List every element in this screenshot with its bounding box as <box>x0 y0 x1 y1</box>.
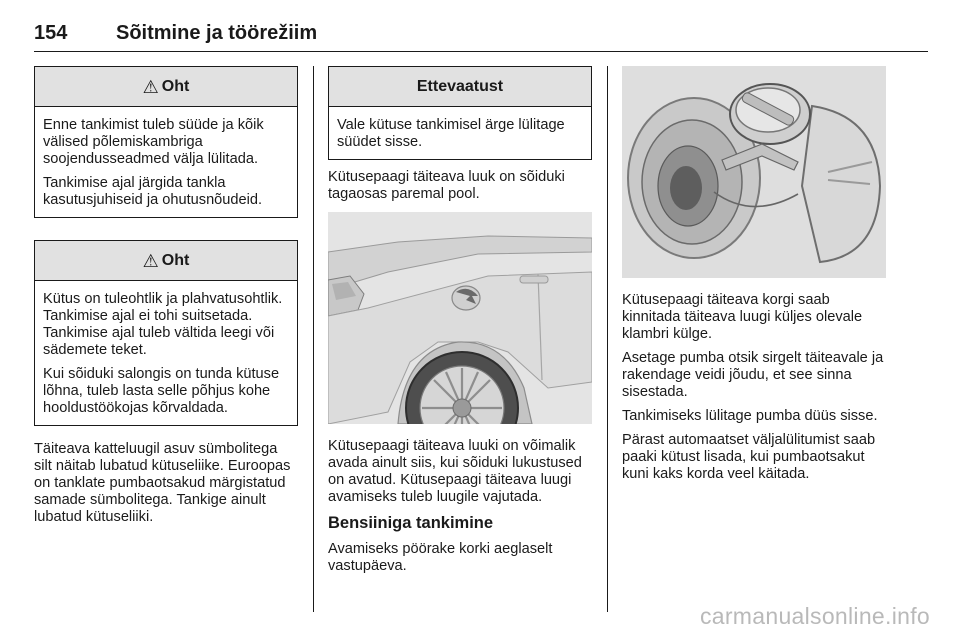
caution-box <box>328 66 592 160</box>
danger-box <box>34 66 298 218</box>
caution-box-text: Vale kütuse tankimisel ärge lülitage süüdet sisse. <box>337 117 565 150</box>
caution-box-body <box>329 107 591 159</box>
column-divider <box>313 66 314 612</box>
chapter-title: Sõitmine ja töörežiim <box>116 22 318 44</box>
body-paragraph: Pärast automaatset väljalülitumist saab paaki kütust lisada, kui pumbaotsakut kuni kaks korda veel käitada. <box>622 432 876 482</box>
body-paragraph: Kütusepaagi täiteava luuki on võimalik avada ainult siis, kui sõiduki lukustused on avatud. Kütusepaagi täiteava luugi avamiseks tuleb luugile vajutada. <box>328 438 582 505</box>
column-divider <box>607 66 608 612</box>
body-paragraph: Avamiseks pöörake korki aeglaselt vastupäeva. <box>328 541 553 574</box>
danger-box-header <box>35 241 297 281</box>
body-paragraph: Kütusepaagi täiteava luuk on sõiduki tagaosas paremal pool. <box>328 169 565 202</box>
page-header <box>34 18 928 52</box>
warning-triangle-icon: ⚠ <box>142 250 159 271</box>
caution-box-title: Ettevaatust <box>416 77 504 95</box>
danger-box-paragraph: Tankimise ajal järgida tankla kasutusjuhiseid ja ohutusnõudeid. <box>43 175 263 208</box>
danger-box-header <box>35 67 297 107</box>
section-subheading: Bensiiniga tankimine <box>328 514 494 532</box>
danger-box <box>34 240 298 426</box>
body-paragraph: Tankimiseks lülitage pumba düüs sisse. <box>622 408 878 424</box>
caution-box-header <box>329 67 591 107</box>
column-3 <box>622 66 886 490</box>
danger-box-title: Oht <box>161 251 190 269</box>
danger-box-body <box>35 281 297 425</box>
car-fuel-flap-illustration <box>328 212 592 424</box>
warning-triangle-icon: ⚠ <box>142 76 159 97</box>
body-paragraph: Täiteava katteluugil asuv sümbolitega silt näitab lubatud kütuseliike. Euroopas on tanklate pumbaotsakud märgistatud samade sümbolitega. Tankige ainult lubatud kütuseliiki. <box>34 441 291 525</box>
danger-box-title: Oht <box>161 77 190 95</box>
watermark: carmanualsonline.info <box>699 603 930 629</box>
page-number: 154 <box>34 22 68 44</box>
body-paragraph: Kütusepaagi täiteava korgi saab kinnitada täiteava luugi küljes olevale klambri külge. <box>622 292 863 342</box>
fuel-cap-illustration <box>622 66 886 278</box>
column-1 <box>34 66 298 533</box>
danger-box-body <box>35 107 297 217</box>
column-2 <box>328 66 592 582</box>
danger-box-paragraph: Kütus on tuleohtlik ja plahvatusohtlik. Tankimise ajal ei tohi suitsetada. Tankimise ajal tuleb vältida leegi või sädemete teket. <box>43 291 283 358</box>
body-paragraph: Asetage pumba otsik sirgelt täiteavale ja rakendage veidi jõudu, et see sinna sisestada. <box>622 350 884 400</box>
danger-box-paragraph: Enne tankimist tuleb süüde ja kõik välised põlemiskambriga soojendusseadmed välja lülitada. <box>43 117 264 167</box>
danger-box-paragraph: Kui sõiduki salongis on tunda kütuse lõhna, tuleb lasta selle põhjus kohe hooldustöökojas kõrvaldada. <box>43 366 280 416</box>
